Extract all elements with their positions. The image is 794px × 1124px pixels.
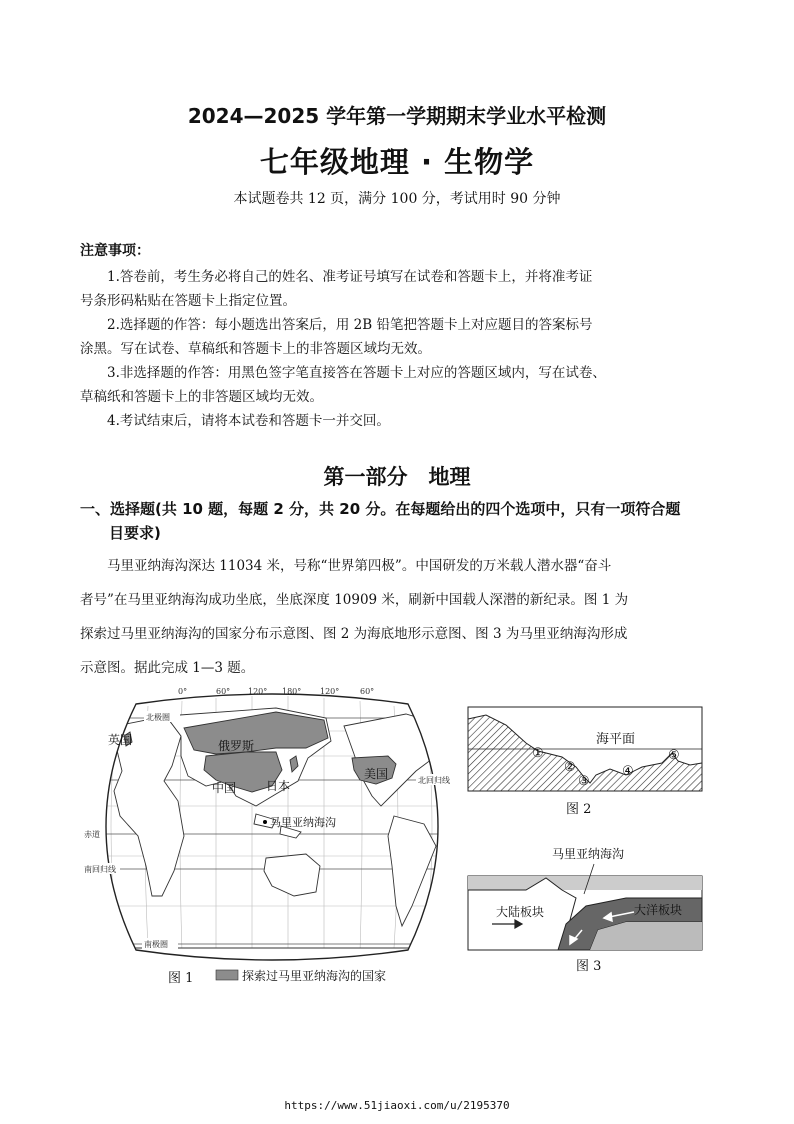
notice-line: 草稿纸和答题卡上的非答题区域均无效。 [80,389,323,405]
marker-5: ⑤ [668,748,680,763]
figure2-caption: 图 2 [566,802,592,817]
page-title: 七年级地理 · 生物学 [259,145,535,179]
paragraph-line: 者号”在马里亚纳海沟成功坐底，坐底深度 10909 米，刷新中国载人深潜的新纪录。图 1 为 [80,592,629,608]
notice-heading: 注意事项： [80,243,150,259]
exam-header: 2024—2025 学年第一学期期末学业水平检测 [187,104,607,128]
tropic-capricorn-label: 南回归线 [84,865,116,874]
paragraph-line: 马里亚纳海沟深达 11034 米，号称“世界第四极”。中国研发的万米载人潜水器“奋斗 [107,558,612,574]
longitude-label: 180° [282,687,302,696]
label-usa: 美国 [364,767,389,781]
notice-line: 2.选择题的作答：每小题选出答案后，用 2B 铅笔把答题卡上对应题目的答案标号 [107,317,593,333]
figure1-legend: 探索过马里亚纳海沟的国家 [242,969,387,983]
notice-line: 1.答卷前，考生务必将自己的姓名、准考证号填写在试卷和答题卡上，并将准考证 [107,269,593,285]
figure3-caption: 图 3 [576,959,602,974]
label-mariana-trench: 马里亚纳海沟 [270,816,336,829]
tropic-cancer-label: 北回归线 [418,776,450,785]
longitude-label: 60° [216,687,231,696]
label-china: 中国 [212,781,237,795]
marker-4: ④ [622,764,634,779]
continental-plate-label: 大陆板块 [496,905,545,919]
marker-2: ② [564,760,576,775]
sea-level-label: 海平面 [596,732,636,747]
longitude-label: 120° [248,687,268,696]
figure1-caption: 图 1 [168,971,194,986]
label-japan: 日本 [266,779,291,793]
longitude-label: 0° [178,687,188,696]
label-russia: 俄罗斯 [218,739,255,753]
figure3-trench-label: 马里亚纳海沟 [552,847,625,861]
question-heading: 一、选择题(共 10 题，每题 2 分，共 20 分。在每题给出的四个选项中，只有一项符合题 [80,500,681,518]
longitude-label: 60° [360,687,375,696]
oceanic-plate-label: 大洋板块 [634,903,683,917]
marker-1: ① [532,746,544,761]
paragraph-line: 探索过马里亚纳海沟的国家分布示意图、图 2 为海底地形示意图、图 3 为马里亚纳海沟形成 [80,626,628,642]
equator-label: 赤道 [84,830,100,839]
figure1-world-map [76,686,468,996]
longitude-label: 120° [320,687,340,696]
figure3-trench-formation [466,842,706,977]
notice-line: 涂黑。写在试卷、草稿纸和答题卡上的非答题区域均无效。 [80,341,431,357]
notice-line: 3.非选择题的作答：用黑色签字笔直接答在答题卡上对应的答题区域内，写在试卷、 [107,365,606,381]
arctic-circle-label: 北极圈 [146,713,170,722]
question-heading-cont: 目要求) [109,524,161,542]
section-title: 第一部分 地理 [323,465,471,489]
footer-url[interactable]: https://www.51jiaoxi.com/u/2195370 [284,1099,510,1112]
notice-line: 4.考试结束后，请将本试卷和答题卡一并交回。 [107,413,390,429]
label-uk: 英国 [108,733,133,747]
figure2-seabed-profile [466,705,706,820]
paragraph-line: 示意图。据此完成 1—3 题。 [80,660,255,676]
antarctic-circle-label: 南极圈 [144,940,168,949]
page-subtitle: 本试题卷共 12 页，满分 100 分，考试用时 90 分钟 [233,191,561,207]
notice-line: 号条形码粘贴在答题卡上指定位置。 [80,293,296,309]
marker-3: ③ [578,774,590,789]
